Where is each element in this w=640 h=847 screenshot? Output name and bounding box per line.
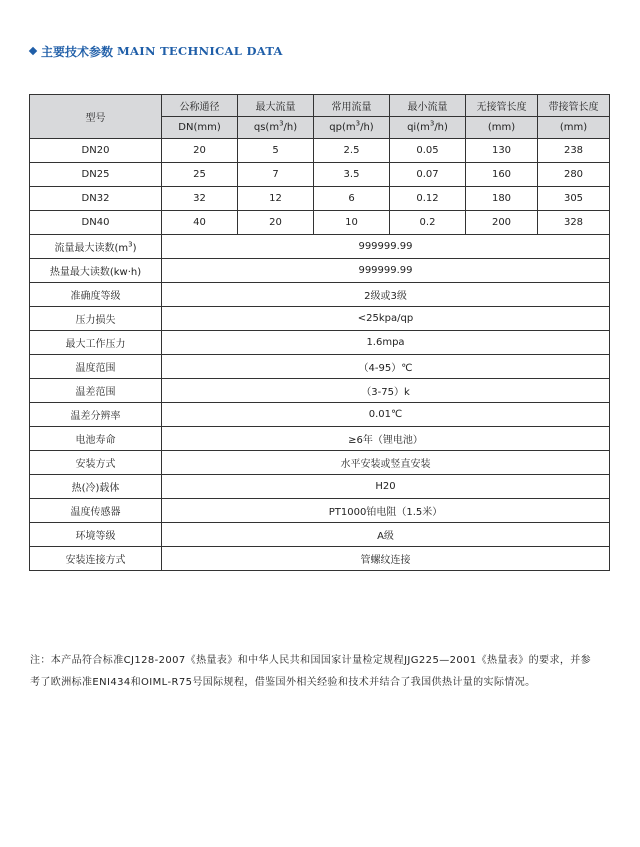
model-value: 25 (162, 163, 238, 187)
col-unit-common-flow (314, 117, 390, 139)
col-name-max-flow: 最大流量 (238, 95, 314, 117)
model-value: 6 (314, 187, 390, 211)
model-value: 10 (314, 211, 390, 235)
model-value: 40 (162, 211, 238, 235)
spec-row (30, 523, 610, 547)
model-value: 280 (538, 163, 610, 187)
spec-label: 环境等级 (30, 523, 162, 547)
model-value: 0.07 (390, 163, 466, 187)
spec-row (30, 331, 610, 355)
model-value: 20 (238, 211, 314, 235)
spec-label: 压力损失 (30, 307, 162, 331)
spec-value: <25kpa/qp (162, 307, 610, 331)
model-value: 12 (238, 187, 314, 211)
spec-label: 安装连接方式 (30, 547, 162, 571)
diamond-bullet-icon (29, 47, 37, 55)
model-value: 0.2 (390, 211, 466, 235)
col-name-length-no-pipe: 无接管长度 (466, 95, 538, 117)
unit-text: (mm) (487, 122, 516, 133)
section-title-cn: 主要技术参数 (41, 44, 114, 59)
spec-label: 温度传感器 (30, 499, 162, 523)
footnote (30, 650, 640, 694)
spec-value: PT1000铂电阻（1.5米） (162, 499, 610, 523)
spec-row (30, 475, 610, 499)
spec-row (30, 499, 610, 523)
col-unit-max-flow (238, 117, 314, 139)
model-value: 130 (466, 139, 538, 163)
spec-value: 水平安装或竖直安装 (162, 451, 610, 475)
spec-label: 安装方式 (30, 451, 162, 475)
spec-value: 999999.99 (162, 259, 610, 283)
model-header: 型号 (30, 95, 162, 139)
model-name: DN40 (30, 211, 162, 235)
spec-value: 管螺纹连接 (162, 547, 610, 571)
unit-text-end: /h) (434, 122, 448, 133)
col-name-min-flow: 最小流量 (390, 95, 466, 117)
model-value: 160 (466, 163, 538, 187)
section-title (30, 42, 283, 60)
model-value: 0.05 (390, 139, 466, 163)
spec-value: （4-95）℃ (162, 355, 610, 379)
unit-superscript: 3 (279, 119, 284, 128)
model-value: 20 (162, 139, 238, 163)
unit-text: qs(m (253, 122, 280, 133)
model-value: 180 (466, 187, 538, 211)
unit-text: (mm) (559, 122, 588, 133)
col-unit-min-flow (390, 117, 466, 139)
spec-label-text-end: ) (132, 243, 137, 254)
unit-text: DN(mm) (178, 122, 221, 133)
spec-row (30, 451, 610, 475)
spec-value: ≥6年（锂电池） (162, 427, 610, 451)
model-value: 7 (238, 163, 314, 187)
unit-superscript: 3 (429, 119, 435, 128)
model-value: 0.12 (390, 187, 466, 211)
model-value: 2.5 (314, 139, 390, 163)
spec-value: （3-75）k (162, 379, 610, 403)
model-row (30, 187, 610, 211)
spec-value: A级 (162, 523, 610, 547)
spec-value: 2级或3级 (162, 283, 610, 307)
footnote-line: 考了欧洲标准ENI434和OIML-R75号国际规程，借鉴国外相关经验和技术并结合了我国供热计量的实际情况。 (30, 677, 536, 688)
col-unit-length-with-pipe (538, 117, 610, 139)
model-value: 238 (538, 139, 610, 163)
spec-row (30, 259, 610, 283)
col-name-nominal-diameter: 公称通径 (162, 95, 238, 117)
spec-label: 热(冷)载体 (30, 475, 162, 499)
model-name: DN20 (30, 139, 162, 163)
model-row (30, 163, 610, 187)
spec-label: 电池寿命 (30, 427, 162, 451)
unit-superscript: 3 (355, 119, 361, 128)
spec-label-text: 流量最大读数(m (54, 243, 129, 254)
spec-label-superscript: 3 (128, 240, 133, 249)
model-value: 328 (538, 211, 610, 235)
spec-label: 热量最大读数(kw·h) (30, 259, 162, 283)
spec-label: 最大工作压力 (30, 331, 162, 355)
spec-row (30, 379, 610, 403)
model-row (30, 211, 610, 235)
spec-value: 0.01℃ (162, 403, 610, 427)
spec-label: 温度范围 (30, 355, 162, 379)
unit-text: qi(m (407, 122, 430, 133)
col-name-length-with-pipe: 带接管长度 (538, 95, 610, 117)
model-value: 3.5 (314, 163, 390, 187)
model-name: DN32 (30, 187, 162, 211)
spec-label (30, 235, 162, 259)
spec-label: 温差范围 (30, 379, 162, 403)
spec-row (30, 355, 610, 379)
spec-label: 温差分辨率 (30, 403, 162, 427)
spec-row (30, 235, 610, 259)
col-unit-length-no-pipe (466, 117, 538, 139)
spec-row (30, 547, 610, 571)
spec-row (30, 307, 610, 331)
unit-text-end: /h) (360, 122, 374, 133)
spec-label: 准确度等级 (30, 283, 162, 307)
spec-value: 999999.99 (162, 235, 610, 259)
model-value: 5 (238, 139, 314, 163)
technical-data-table (29, 94, 610, 571)
spec-row (30, 283, 610, 307)
unit-text: qp(m (329, 122, 356, 133)
model-value: 305 (538, 187, 610, 211)
col-unit-nominal-diameter (162, 117, 238, 139)
model-value: 200 (466, 211, 538, 235)
col-name-common-flow: 常用流量 (314, 95, 390, 117)
model-name: DN25 (30, 163, 162, 187)
model-value: 32 (162, 187, 238, 211)
footnote-line: 注：本产品符合标准CJ128-2007《热量表》和中华人民共和国国家计量检定规程JJG225—2001《热量表》的要求，并参 (30, 655, 592, 666)
spec-row (30, 427, 610, 451)
spec-value: H20 (162, 475, 610, 499)
spec-row (30, 403, 610, 427)
spec-value: 1.6mpa (162, 331, 610, 355)
section-title-en: MAIN TECHNICAL DATA (117, 44, 283, 58)
model-row (30, 139, 610, 163)
unit-text-end: /h) (283, 122, 298, 133)
header-row-names (30, 95, 610, 117)
